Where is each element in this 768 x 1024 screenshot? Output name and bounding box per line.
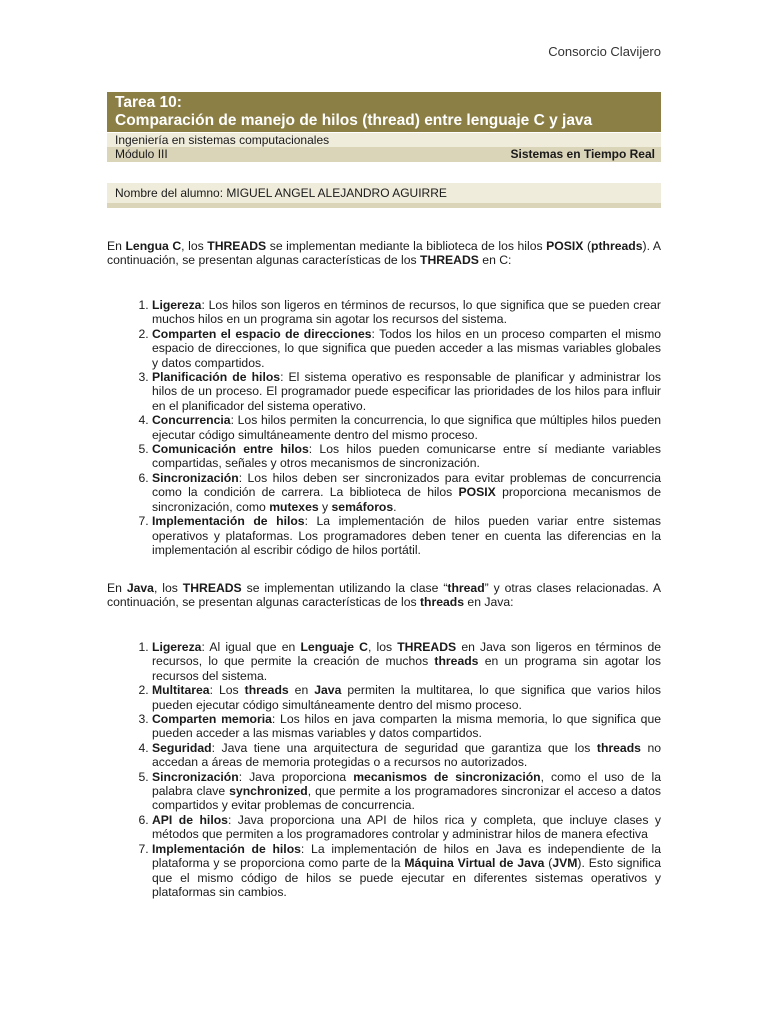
list-item: [152, 298, 661, 327]
text-run: : Los hilos pueden comunicarse entre sí mediante variables compartidas, señales y otros mecanismos de sincronización.: [152, 442, 661, 471]
bold-term: Máquina Virtual de Java: [404, 856, 545, 871]
text-run: (: [544, 856, 553, 871]
list-item: [152, 842, 661, 900]
list-item: [152, 712, 661, 741]
module-label: Módulo III: [115, 147, 168, 161]
bold-term: Implementación de hilos: [152, 514, 305, 529]
list-item: [152, 471, 661, 514]
text-run: ). Esto significa que el mismo código de hilos se puede ejecutar en diferentes sistemas operativos y plataformas sin cambios.: [152, 856, 661, 899]
text-run: , que permite a los programadores sincronizar el acceso a datos compartidos y evitar problemas de concurrencia.: [152, 784, 661, 813]
bold-term: threads: [596, 740, 641, 755]
text-run: : Los hilos deben ser sincronizados para evitar problemas de concurrencia como la condición de carrera. La biblioteca de hilos: [152, 470, 661, 500]
text-run: , los: [367, 640, 398, 654]
text-run: permiten la multitarea, lo que significa que varios hilos pueden ejecutar código simultáneamente dentro del mismo proceso.: [152, 683, 661, 712]
list-item: [152, 442, 661, 471]
list-item: [152, 813, 661, 842]
java-intro-paragraph: [107, 581, 661, 610]
bold-term: Java: [126, 581, 154, 595]
bold-term: Multitarea: [152, 683, 210, 698]
text-run: : Todos los hilos en un proceso comparten el mismo espacio de direcciones, lo que significa que pueden acceder a las mismas variables globales y datos compartidos.: [152, 326, 662, 370]
text-run: en un programa sin agotar los recursos del sistema.: [152, 654, 661, 683]
organization-name: Consorcio Clavijero: [548, 44, 661, 59]
bold-term: THREADS: [207, 239, 267, 253]
text-run: : Los hilos son ligeros en términos de recursos, lo que significa que se pueden crear muchos hilos en un programa sin agotar los recursos del sistema.: [152, 298, 661, 327]
text-run: : Al igual que en: [201, 640, 301, 654]
text-run: proporciona mecanismos de sincronización, como: [152, 485, 661, 514]
text-run: y: [318, 499, 332, 514]
text-run: .: [393, 499, 397, 514]
bold-term: Sincronización: [152, 769, 239, 784]
text-run: : Java proporciona una API de hilos rica y completa, que incluye clases y métodos que permiten a los programadores controlar y administrar hilos de manera efectiva: [152, 812, 661, 842]
text-run: (: [583, 239, 592, 253]
bold-term: thread: [447, 581, 485, 595]
text-run: se implementan utilizando la clase “: [241, 581, 448, 595]
bold-term: Implementación de hilos: [152, 841, 301, 856]
header-divider: [107, 203, 661, 208]
text-run: : Los hilos permiten la concurrencia, lo que significa que múltiples hilos pueden ejecutar código simultáneamente dentro del mismo proceso.: [152, 413, 661, 442]
list-item: [152, 683, 661, 712]
bold-term: Comunicación entre hilos: [152, 442, 309, 457]
assignment-number: Tarea 10:: [115, 94, 182, 111]
bold-term: Sincronización: [152, 470, 239, 485]
java-characteristics-list: [107, 640, 661, 899]
text-run: en C:: [478, 253, 512, 268]
list-item: [152, 370, 661, 413]
list-item: [152, 514, 661, 557]
text-run: ” y otras clases relacionadas. A continuación, se presentan algunas características de los: [107, 581, 661, 610]
text-run: , los: [153, 581, 183, 595]
list-item: [152, 741, 661, 770]
module-row: [107, 147, 661, 162]
bold-term: mutexes: [269, 499, 319, 514]
bold-term: Concurrencia: [152, 413, 231, 428]
bold-term: Planificación de hilos: [152, 370, 281, 385]
bold-term: JVM: [552, 856, 578, 871]
list-item: [152, 413, 661, 442]
bold-term: THREADS: [182, 581, 242, 595]
bold-term: Seguridad: [152, 740, 212, 755]
text-run: : El sistema operativo es responsable de planificar y administrar los hilos de un proceso. El programador puede especificar las prioridades de los hilos para influir en el planificador del sistema operativo.: [152, 370, 661, 413]
bold-term: Java: [314, 683, 342, 698]
bold-term: pthreads: [591, 239, 643, 253]
bold-term: API de hilos: [152, 812, 228, 827]
text-run: : Java tiene una arquitectura de seguridad que garantiza que los: [211, 740, 597, 755]
bold-term: Ligereza: [152, 298, 202, 312]
c-intro-paragraph: [107, 239, 661, 268]
text-run: en Java:: [464, 595, 514, 610]
text-run: en: [288, 683, 315, 698]
bold-term: threads: [434, 654, 479, 669]
list-item: [152, 640, 661, 683]
text-run: : Los hilos en java comparten la misma memoria, lo que significa que pueden acceder a las mismas variables y datos compartidos.: [152, 712, 661, 741]
bold-term: Lengua C: [125, 239, 182, 253]
assignment-title: Comparación de manejo de hilos (thread) entre lenguaje C y java: [115, 112, 593, 129]
bold-term: THREADS: [420, 253, 479, 268]
text-run: no accedan a áreas de memoria protegidas o a recursos no autorizados.: [152, 740, 662, 770]
bold-term: THREADS: [397, 640, 457, 654]
subject-line: Ingeniería en sistemas computacionales: [107, 133, 661, 147]
text-run: , los: [181, 239, 208, 253]
text-run: En: [107, 239, 126, 253]
bold-term: threads: [244, 683, 289, 698]
text-run: , como el uso de la palabra clave: [152, 769, 661, 799]
bold-term: Ligereza: [152, 640, 202, 654]
course-name: Sistemas en Tiempo Real: [510, 147, 655, 161]
text-run: en Java son ligeros en términos de recursos, lo que permite la creación de muchos: [152, 640, 661, 669]
text-run: se implementan mediante la biblioteca de los hilos: [266, 239, 547, 253]
list-item: [152, 327, 661, 370]
text-run: En: [107, 581, 127, 595]
text-run: : La implementación de hilos pueden variar entre sistemas operativos y plataformas. Los programadores deben tener en cuenta las diferencias en la implementación al escribir código de hilos portátil.: [152, 514, 662, 557]
text-run: ). A continuación, se presentan algunas características de los: [107, 239, 661, 268]
bold-term: Comparten memoria: [152, 712, 272, 727]
bold-term: POSIX: [546, 239, 584, 253]
text-run: : Java proporciona: [238, 769, 354, 784]
bold-term: Comparten el espacio de direcciones: [152, 326, 372, 341]
text-run: : La implementación de hilos en Java es independiente de la plataforma y se proporciona como parte de la: [152, 841, 661, 871]
bold-term: mecanismos de sincronización: [353, 769, 541, 784]
bold-term: Lenguaje C: [300, 640, 368, 654]
c-characteristics-list: [107, 298, 661, 557]
student-name: Nombre del alumno: MIGUEL ANGEL ALEJANDRO AGUIRRE: [107, 183, 661, 203]
title-banner: [107, 92, 661, 132]
bold-term: semáforos: [331, 499, 394, 514]
bold-term: POSIX: [458, 485, 496, 500]
bold-term: threads: [420, 595, 465, 610]
bold-term: synchronized: [229, 784, 308, 799]
text-run: : Los: [209, 683, 245, 698]
list-item: [152, 770, 661, 813]
